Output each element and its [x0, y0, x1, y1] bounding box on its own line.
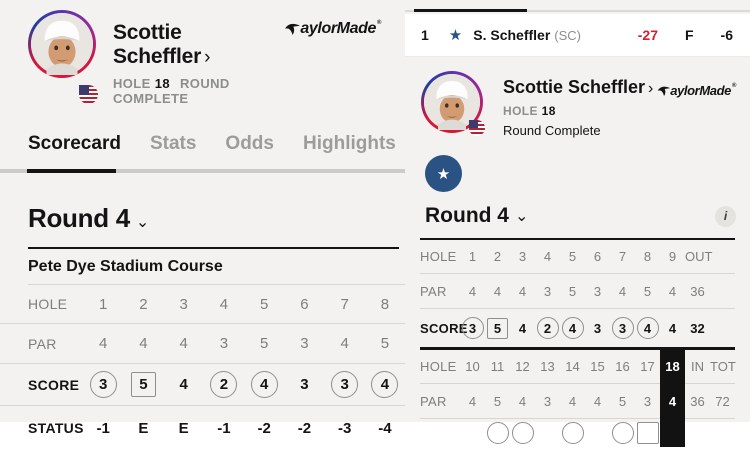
usa-flag-badge [79, 85, 98, 104]
player-identity [503, 71, 653, 138]
cell: 4 [568, 393, 577, 409]
score-mark: 2 [537, 317, 559, 339]
cell: 3 [219, 335, 229, 352]
team-abbrev: (SC) [554, 27, 581, 43]
cell: -1 [96, 419, 110, 437]
par-row-back [420, 384, 735, 419]
cell [635, 317, 660, 339]
tab-odds[interactable]: Odds [225, 133, 274, 154]
row-label: PAR [28, 335, 57, 352]
back-nine-section [420, 347, 735, 447]
total-score: -27 [637, 27, 658, 43]
cell: 5 [643, 283, 652, 299]
score-row-back-partial [420, 422, 735, 447]
cell [710, 422, 735, 447]
cell [284, 371, 324, 398]
cell: 9 [668, 249, 677, 264]
score-mark: 3 [593, 320, 602, 336]
score-mark: 3 [90, 371, 117, 398]
score-mark: 3 [462, 317, 484, 339]
cell: 4 [518, 283, 527, 299]
row-label: HOLE [420, 249, 457, 264]
cell: 4 [543, 249, 552, 264]
player-name-link[interactable] [503, 77, 653, 98]
cell [164, 371, 204, 398]
chevron-right-icon: › [648, 80, 654, 97]
score-mark [537, 422, 559, 444]
cell: 4 [468, 393, 477, 409]
hole-label: HOLE [113, 76, 151, 91]
round-score: -6 [720, 27, 733, 43]
tab-highlights[interactable]: Highlights [302, 133, 396, 154]
cell: 5 [493, 393, 502, 409]
cell [244, 371, 284, 398]
avatar-gradient-ring [28, 10, 96, 78]
cell: 3 [543, 283, 552, 299]
thru: F [684, 27, 694, 43]
hole-value: 18 [541, 104, 556, 118]
cell: 3 [518, 249, 527, 264]
cell: 4 [518, 393, 527, 409]
score-mark: 4 [668, 320, 677, 336]
cell [510, 422, 535, 447]
score-mark: 4 [637, 317, 659, 339]
chevron-right-icon: › [204, 47, 211, 68]
info-icon: i [723, 209, 728, 223]
active-tab-indicator [414, 9, 527, 12]
score-mark: 3 [612, 317, 634, 339]
cell: 2 [139, 295, 148, 313]
cell [685, 422, 710, 447]
top-strip [405, 0, 750, 14]
score-mark [587, 422, 609, 444]
hole-row-back [420, 350, 735, 384]
player-avatar [421, 71, 483, 138]
star-icon: ★ [436, 165, 451, 183]
favorite-badge[interactable] [425, 155, 462, 192]
row-label: PAR [420, 393, 447, 409]
player-hole-status [113, 76, 284, 106]
score-mark: 4 [251, 371, 278, 398]
status-row [0, 406, 405, 450]
cell: 3 [643, 393, 652, 409]
cell: 16 [615, 359, 630, 374]
score-mark: 4 [179, 376, 188, 393]
score-row-front [420, 309, 735, 347]
tab-scorecard[interactable]: Scorecard [28, 133, 121, 154]
chevron-down-icon: ⌄ [515, 208, 529, 225]
row-label: SCORE [28, 376, 80, 393]
score-mark [612, 422, 634, 444]
cell: TOT [710, 359, 736, 374]
course-name: Pete Dye Stadium Course [28, 258, 223, 275]
cell: 5 [259, 295, 269, 313]
cell: 5 [568, 283, 577, 299]
cell: 8 [380, 295, 390, 313]
score-mark: 2 [210, 371, 237, 398]
row-label: SCORE [420, 320, 468, 336]
round-status: ROUND COMPLETE [113, 76, 230, 106]
cell: 14 [565, 359, 580, 374]
cell [560, 422, 585, 447]
cell [365, 371, 405, 398]
cell: 36 [690, 283, 705, 299]
cell: 4 [468, 283, 477, 299]
round-selector[interactable] [405, 192, 750, 228]
score-mark: 3 [331, 371, 358, 398]
score-mark [637, 422, 659, 444]
cell: 1 [468, 249, 477, 264]
cell: 13 [540, 359, 555, 374]
cell: 10 [465, 359, 480, 374]
score-mark: 32 [690, 320, 705, 336]
leaderboard-row[interactable] [405, 14, 750, 57]
taylormade-swoosh-icon [657, 85, 671, 96]
score-mark [487, 422, 509, 444]
cell: 5 [380, 335, 390, 352]
cell: 5 [259, 335, 269, 352]
cell: 4 [618, 283, 627, 299]
cell: 7 [618, 249, 627, 264]
player-header [0, 0, 405, 106]
cell: 4 [668, 283, 677, 299]
cell: 4 [493, 283, 502, 299]
hole-label: HOLE [503, 104, 538, 118]
cell [460, 422, 485, 447]
cell [485, 318, 510, 339]
current-hole-cell: 18 [665, 359, 680, 374]
cell: 6 [593, 249, 602, 264]
usa-flag-badge [469, 120, 485, 136]
cell [560, 317, 585, 339]
score-mark: 4 [518, 320, 527, 336]
tab-bar [0, 106, 405, 155]
cell [325, 371, 365, 398]
round-status: Round Complete [503, 123, 601, 138]
score-mark: 3 [300, 376, 309, 393]
row-label: HOLE [420, 359, 457, 374]
chevron-down-icon: ⌄ [135, 214, 149, 231]
score-mark [462, 422, 484, 444]
row-label: STATUS [28, 420, 84, 436]
cell [83, 371, 123, 398]
cell [204, 371, 244, 398]
cell: 5 [568, 249, 577, 264]
player-name-link[interactable] [113, 21, 284, 69]
hole-value: 18 [154, 76, 170, 91]
cell: -3 [337, 419, 352, 437]
player-avatar [28, 10, 96, 106]
round-label: Round 4 [28, 203, 130, 233]
cell: 17 [640, 359, 655, 374]
info-button[interactable] [715, 206, 736, 227]
cell: 4 [179, 335, 188, 352]
cell: 4 [340, 335, 349, 352]
taylormade-logo: aylorMade ® [657, 71, 736, 138]
cell: 3 [593, 283, 602, 299]
cell: 72 [715, 393, 730, 409]
taylormade-swoosh-icon [284, 22, 301, 35]
tab-underline-track [0, 169, 405, 173]
cell: 4 [139, 335, 148, 352]
cell: IN [691, 359, 704, 374]
cell: OUT [685, 249, 713, 264]
player-header [405, 57, 750, 138]
cell: 8 [643, 249, 652, 264]
score-mark: 4 [562, 317, 584, 339]
cell: 3 [543, 393, 552, 409]
cell: 4 [98, 335, 108, 352]
cell [510, 317, 535, 339]
cell: E [138, 419, 149, 437]
cell: -1 [217, 419, 231, 437]
hole-row [0, 285, 405, 324]
cell: 5 [618, 393, 627, 409]
cell [610, 317, 635, 339]
score-mark [512, 422, 534, 444]
cell: 12 [515, 359, 530, 374]
logo-text: aylorMade [300, 20, 376, 37]
leaderboard-detail-panel [405, 0, 750, 422]
row-label [420, 422, 460, 447]
cell: 4 [593, 393, 602, 409]
cell: 1 [98, 295, 108, 313]
cell [585, 317, 610, 339]
player-name: S. Scheffler [473, 27, 551, 43]
cell [610, 422, 635, 447]
score-mark: 5 [487, 318, 508, 339]
round-label: Round 4 [425, 204, 509, 227]
cell: 36 [690, 393, 705, 409]
player-photo [31, 13, 93, 75]
cell [685, 317, 710, 339]
cell: 3 [179, 295, 188, 313]
par-row [0, 324, 405, 364]
rank: 1 [421, 27, 429, 43]
score-mark: 4 [371, 371, 398, 398]
cell [485, 422, 510, 447]
cell: E [178, 419, 189, 437]
taylormade-logo: aylorMade ® [284, 10, 381, 106]
cell [535, 317, 560, 339]
score-mark: 5 [131, 372, 156, 397]
cell: 7 [340, 295, 349, 313]
score-mark [562, 422, 584, 444]
player-hole [503, 104, 653, 118]
round-selector[interactable] [0, 173, 405, 234]
cell: 4 [219, 295, 229, 313]
player-identity [113, 10, 284, 106]
favorite-star-icon[interactable]: ★ [448, 27, 463, 44]
score-row [0, 364, 405, 406]
cell: -4 [378, 419, 392, 437]
hole-row-front [420, 240, 735, 274]
cell: -2 [297, 419, 312, 437]
cell: 2 [493, 249, 502, 264]
logo-text: aylorMade [670, 83, 731, 98]
cell [460, 317, 485, 339]
cell: 11 [490, 359, 505, 374]
current-hole-cell: 4 [668, 393, 677, 409]
cell: -2 [257, 419, 271, 437]
player-name: Scottie Scheffler [113, 21, 202, 68]
cell: 3 [300, 335, 309, 352]
cell [635, 422, 660, 447]
cell: 15 [590, 359, 605, 374]
cell [535, 422, 560, 447]
par-row-front [420, 274, 735, 309]
cell [123, 372, 163, 397]
active-tab-indicator [27, 169, 116, 173]
player-name: Scottie Scheffler [503, 77, 646, 97]
cell [585, 422, 610, 447]
cell [660, 317, 685, 339]
tab-stats[interactable]: Stats [149, 133, 197, 154]
cell: 6 [300, 295, 309, 313]
row-label: HOLE [28, 296, 68, 312]
row-label: PAR [420, 283, 447, 299]
